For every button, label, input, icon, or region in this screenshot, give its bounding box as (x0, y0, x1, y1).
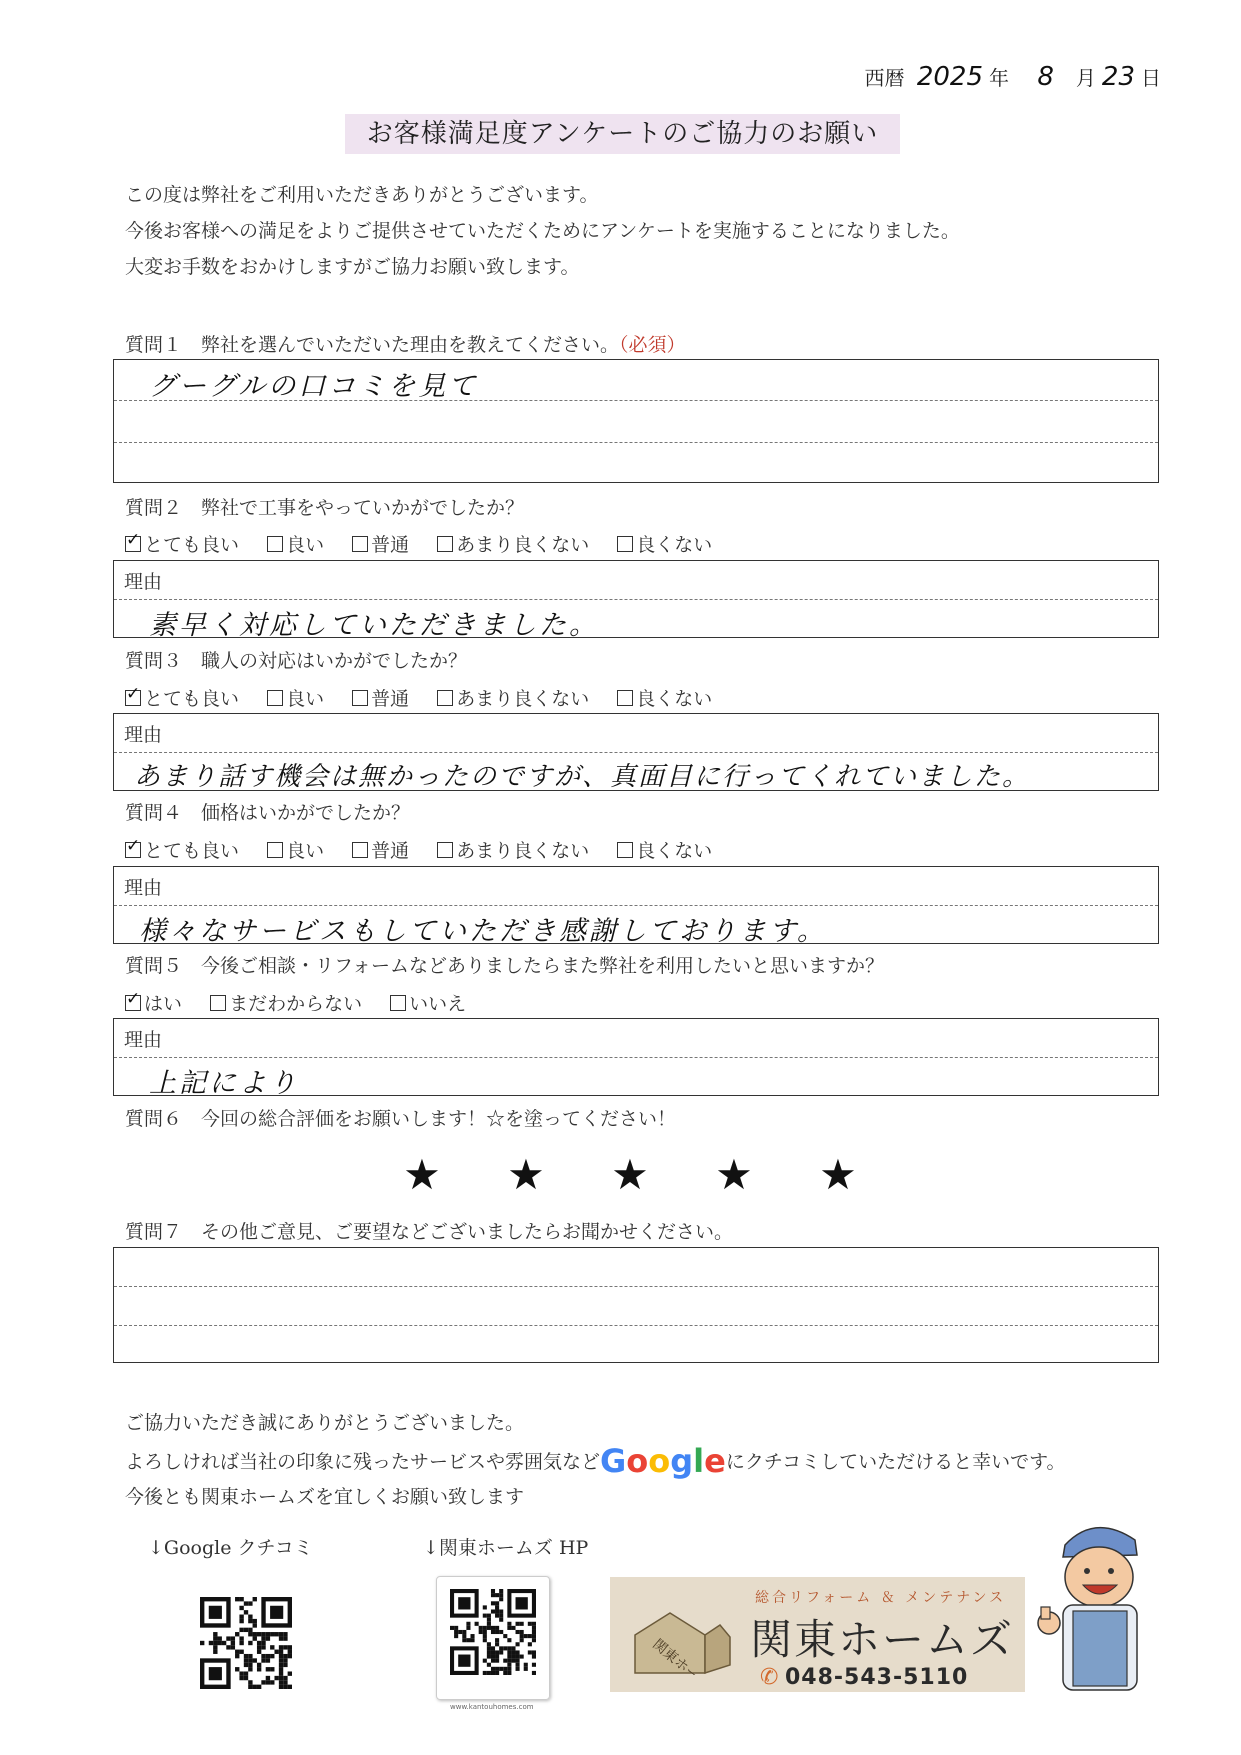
q2-option[interactable] (125, 530, 239, 557)
google-letter: o (626, 1442, 649, 1480)
day-value: 23 (1101, 62, 1135, 92)
q5-option[interactable] (125, 989, 182, 1016)
q7-answer-box[interactable] (113, 1247, 1159, 1363)
company-banner (610, 1577, 1025, 1692)
q2-label: 質問２ 弊社で工事をやっていかがでしたか？ (125, 497, 525, 519)
checkbox[interactable] (437, 690, 453, 706)
option-label: 普通 (371, 534, 410, 556)
star-icon[interactable]: ★ (403, 1150, 441, 1199)
q4-options (125, 836, 734, 863)
dashed-line (114, 1286, 1158, 1287)
house-logo-icon (630, 1605, 735, 1675)
dashed-line (114, 1057, 1158, 1058)
page-title: お客様満足度アンケートのご協力のお願い (345, 114, 900, 154)
q2-option[interactable] (267, 530, 324, 557)
q3-option[interactable] (125, 684, 239, 711)
google-logo (600, 1442, 726, 1480)
option-label: 良い (286, 840, 325, 862)
q4-option[interactable] (352, 836, 409, 863)
option-label: いいえ (409, 993, 467, 1015)
option-label: 普通 (371, 840, 410, 862)
google-letter: o (648, 1442, 671, 1480)
option-label: 普通 (371, 688, 410, 710)
q2-reason-box[interactable] (113, 560, 1159, 641)
footer-line-2-post: にクチコミしていただけると幸いです。 (725, 1451, 1066, 1473)
checkbox-checked[interactable] (125, 842, 141, 858)
checkbox-checked[interactable] (125, 536, 141, 552)
option-label: はい (144, 993, 183, 1015)
checkbox[interactable] (437, 536, 453, 552)
checkbox-checked[interactable] (125, 995, 141, 1011)
mascot-worker-illustration (1035, 1505, 1160, 1700)
q3-label: 質問３ 職人の対応はいかがでしたか？ (125, 650, 468, 672)
q2-reason: 素早く対応していただきました。 (149, 610, 599, 641)
hp-qr-card[interactable] (436, 1576, 550, 1700)
q3-reason-box[interactable] (113, 713, 1159, 791)
banner-phone: 048-543-5110 (785, 1665, 969, 1690)
q5-label: 質問５ 今後ご相談・リフォームなどありましたらまた弊社を利用したいと思いますか？ (125, 955, 885, 977)
option-label: 良い (286, 688, 325, 710)
dashed-line (114, 752, 1158, 753)
option-label: 良くない (636, 840, 713, 862)
q7-label: 質問７ その他ご意見、ご要望などございましたらお聞かせください。 (125, 1221, 734, 1243)
hp-qr-label: ↓関東ホームズ HP (423, 1537, 589, 1559)
day-unit: 日 (1141, 66, 1161, 90)
banner-subtitle: 総合リフォーム ＆ メンテナンス (755, 1590, 1007, 1606)
dashed-line (114, 442, 1158, 443)
reason-label: 理由 (124, 1029, 163, 1051)
option-label: 良くない (636, 688, 713, 710)
intro-line-1: この度は弊社をご利用いただきありがとうございます。 (125, 184, 599, 206)
checkbox[interactable] (617, 690, 633, 706)
q4-option[interactable] (437, 836, 589, 863)
hp-qr-code[interactable] (450, 1589, 536, 1675)
google-letter: g (670, 1442, 694, 1480)
q4-option[interactable] (125, 836, 239, 863)
q1-label-text: 質問１ 弊社を選んでいただいた理由を教えてください。 (125, 334, 620, 356)
dashed-line (114, 599, 1158, 600)
reason-label: 理由 (124, 877, 163, 899)
star-icon[interactable]: ★ (819, 1150, 857, 1199)
google-letter: e (704, 1442, 726, 1480)
star-icon[interactable]: ★ (507, 1150, 545, 1199)
q1-label (125, 330, 686, 357)
date-line (864, 62, 1161, 92)
q5-options (125, 989, 488, 1016)
checkbox[interactable] (437, 842, 453, 858)
q3-options (125, 684, 734, 711)
checkbox[interactable] (267, 690, 283, 706)
q4-option[interactable] (617, 836, 712, 863)
footer-line-2-pre: よろしければ当社の印象に残ったサービスや雰囲気など (125, 1451, 601, 1473)
website-url: www.kantouhomes.com (450, 1703, 534, 1711)
q1-answer-box[interactable] (113, 359, 1159, 483)
q3-option[interactable] (352, 684, 409, 711)
google-qr-label: ↓Google クチコミ (148, 1537, 313, 1559)
option-label: とても良い (144, 688, 240, 710)
star-icon[interactable]: ★ (715, 1150, 753, 1199)
q2-options (125, 530, 734, 557)
intro-line-3: 大変お手数をおかけしますがご協力お願い致します。 (125, 256, 580, 278)
option-label: 良くない (636, 534, 713, 556)
month-unit: 月 (1075, 66, 1096, 90)
star-rating[interactable] (370, 1150, 890, 1199)
q5-reason-box[interactable] (113, 1018, 1159, 1099)
footer-line-3: 今後とも関東ホームズを宜しくお願い致します (125, 1486, 525, 1508)
option-label: あまり良くない (456, 840, 590, 862)
option-label: 良い (286, 534, 325, 556)
checkbox-checked[interactable] (125, 690, 141, 706)
q5-reason: 上記により (149, 1068, 299, 1099)
q4-option[interactable] (267, 836, 324, 863)
footer-line-1: ご協力いただき誠にありがとうございました。 (125, 1412, 525, 1434)
q4-label: 質問４ 価格はいかがでしたか？ (125, 802, 411, 824)
option-label: まだわからない (229, 993, 363, 1015)
checkbox[interactable] (352, 536, 368, 552)
reason-label: 理由 (124, 571, 163, 593)
q5-option[interactable] (390, 989, 466, 1016)
phone-icon: ✆ (760, 1665, 779, 1690)
q5-option[interactable] (210, 989, 362, 1016)
q4-reason-box[interactable] (113, 866, 1159, 947)
dashed-line (114, 1325, 1158, 1326)
year-value: 2025 (916, 62, 983, 92)
checkbox[interactable] (267, 842, 283, 858)
checkbox[interactable] (352, 690, 368, 706)
google-qr-code[interactable] (200, 1597, 292, 1689)
option-label: あまり良くない (456, 534, 590, 556)
intro-line-2: 今後お客様への満足をよりご提供させていただくためにアンケートを実施することになりました。 (125, 220, 960, 242)
checkbox[interactable] (617, 842, 633, 858)
q1-answer: グーグルの口コミを見て (149, 371, 479, 402)
dashed-line (114, 905, 1158, 906)
q2-option[interactable] (437, 530, 589, 557)
month-value: 8 (1037, 62, 1054, 92)
q6-label: 質問６ 今回の総合評価をお願いします！☆を塗ってください！ (125, 1108, 677, 1130)
q3-option[interactable] (267, 684, 324, 711)
q2-option[interactable] (617, 530, 712, 557)
required-badge: （必須） (619, 334, 686, 356)
checkbox[interactable] (210, 995, 226, 1011)
footer-line-2 (125, 1442, 1066, 1480)
checkbox[interactable] (617, 536, 633, 552)
checkbox[interactable] (390, 995, 406, 1011)
q2-option[interactable] (352, 530, 409, 557)
era-label: 西暦 (864, 66, 905, 90)
year-unit: 年 (989, 66, 1009, 90)
option-label: とても良い (144, 840, 240, 862)
google-letter: l (693, 1442, 705, 1480)
reason-label: 理由 (124, 724, 163, 746)
star-icon[interactable]: ★ (611, 1150, 649, 1199)
checkbox[interactable] (352, 842, 368, 858)
q3-option[interactable] (437, 684, 589, 711)
q4-reason: 様々なサービスもしていただき感謝しております。 (139, 916, 827, 947)
q3-option[interactable] (617, 684, 712, 711)
checkbox[interactable] (267, 536, 283, 552)
banner-company-name: 関東ホームズ (750, 1615, 1015, 1664)
q3-reason: あまり話す機会は無かったのですが、真面目に行ってくれていました。 (134, 762, 1031, 792)
google-letter: G (600, 1442, 627, 1480)
option-label: とても良い (144, 534, 240, 556)
option-label: あまり良くない (456, 688, 590, 710)
